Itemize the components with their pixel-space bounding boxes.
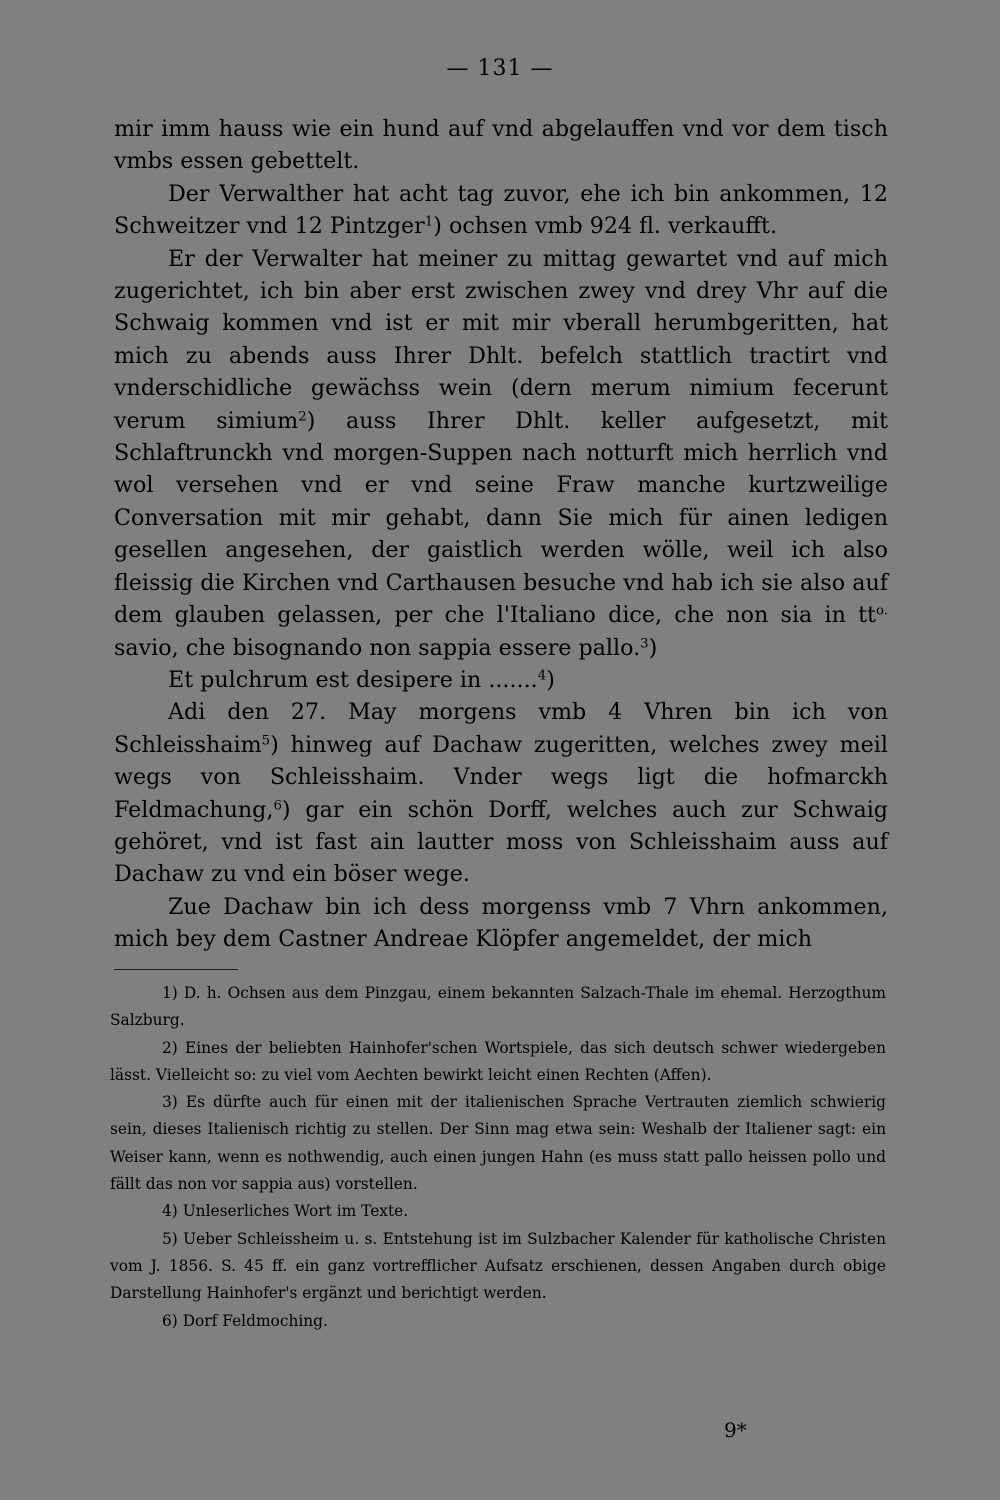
footnotes [110,980,886,1335]
footnote-ref: 4 [537,668,547,684]
footnote-6: 6) Dorf Feldmoching. [162,1311,328,1330]
footnote-ref: 2 [298,409,307,425]
paragraph-text: ) [546,666,555,693]
paragraph-6 [114,891,888,956]
paragraph-text: Er der Verwalter hat meiner zu mittag gewartet vnd auf mich zugerichtet, ich bin aber erst zwischen zwey vnd drey Vhr auf die Schwaig kommen vnd ist er mit mir vberall herumbgeritten, hat mich zu abends auss Ihrer Dhlt. befelch stattlich tractirt vnd vnderschidliche gewächss wein (dern merum nimium fecerunt verum simium [114,245,888,434]
footnote-ref: 3 [640,636,649,652]
paragraph-1 [114,113,888,178]
paragraph-text: ) ochsen vmb 924 fl. verkaufft. [433,213,777,240]
paragraph-text: Adi den 27. May morgens vmb 4 Vhren bin ich von Schleisshaim [114,699,888,758]
paragraph-4 [114,664,888,696]
paragraph-text: mir imm hauss wie ein hund auf vnd abgelauffen vnd vor dem tisch vmbs essen gebettelt. [114,116,888,175]
footnote-1: 1) D. h. Ochsen aus dem Pinzgau, einem bekannten Salzach-Thale im ehemal. Herzogthum Salzburg. [110,984,886,1030]
footnote-4: 4) Unleserliches Wort im Texte. [162,1202,409,1221]
footnote-3: 3) Es dürfte auch für einen mit der italienischen Sprache Vertrauten ziemlich schwierig sein, dieses Italienisch richtig zu stellen. Der Sinn mag etwa sein: Weshalb der Italiener sagt: ein Weiser kann, wenn es nothwendig, auch einen jungen Hahn (es muss statt pallo heissen pollo und fällt das non vor sappia aus) vorstellen. [110,1093,886,1194]
footnote-ref: o. [875,603,888,619]
paragraph-text: ) gar ein schön Dorff, welches auch zur Schwaig gehöret, vnd ist fast ain lautter moss von Schleisshaim auss auf Dachaw zu vnd ein böser wege. [114,796,888,888]
paragraph-text: ) hinweg auf Dachaw zugeritten, welches zwey meil wegs von Schleisshaim. Vnder wegs ligt die hofmarckh Feldmachung, [114,731,888,823]
paragraph-5 [114,696,888,890]
footnote-rule [114,969,238,970]
footnote-5: 5) Ueber Schleissheim u. s. Entstehung ist im Sulzbacher Kalender für katholische Christen vom J. 1856. S. 45 ff. ein ganz vortrefflicher Aufsatz erschienen, dessen Angaben durch obige Darstellung Hainhofer's ergänzt und berichtigt werden. [110,1229,886,1303]
paragraph-text: Zue Dachaw bin ich dess morgenss vmb 7 Vhrn ankommen, mich bey dem Castner Andreae Klöpfer angemeldet, der mich [114,893,888,953]
signature-mark: 9* [724,1418,747,1442]
footnote-ref: 6 [273,798,282,814]
paragraph-text: Der Verwalther hat acht tag zuvor, ehe ich bin ankommen, 12 Schweitzer vnd 12 Pintzger [114,180,888,240]
paragraph-text: savio, che bisognando non sappia essere pallo. [114,634,641,661]
page-number: — 131 — [446,56,554,81]
paragraph-text: Et pulchrum est desipere in ....... [168,666,538,693]
main-text [114,113,888,956]
paragraph-text: ) auss Ihrer Dhlt. keller aufgesetzt, mit Schlaftrunckh vnd morgen-Suppen nach notturft mich herrlich vnd wol versehen vnd er vnd seine Fraw manche kurtzweilige Conversation mit mir gehabt, dann Sie mich für ainen ledigen gesellen angesehen, der gaistlich werden wölle, weil ich also fleissig die Kirchen vnd Carthausen besuche vnd hab ich sie also auf dem glauben gelassen, per che l'Italiano dice, che non sia in tt [114,407,888,629]
footnote-ref: 5 [261,733,271,749]
footnote-ref: 1 [424,214,434,230]
paragraph-2 [114,178,888,243]
paragraph-3 [114,243,888,664]
footnote-2: 2) Eines der beliebten Hainhofer'schen Wortspiele, das sich deutsch schwer wiedergeben lässt. Vielleicht so: zu viel vom Aechten bewirkt leicht einen Rechten (Affen). [110,1038,886,1084]
paragraph-text: ) [648,634,658,661]
